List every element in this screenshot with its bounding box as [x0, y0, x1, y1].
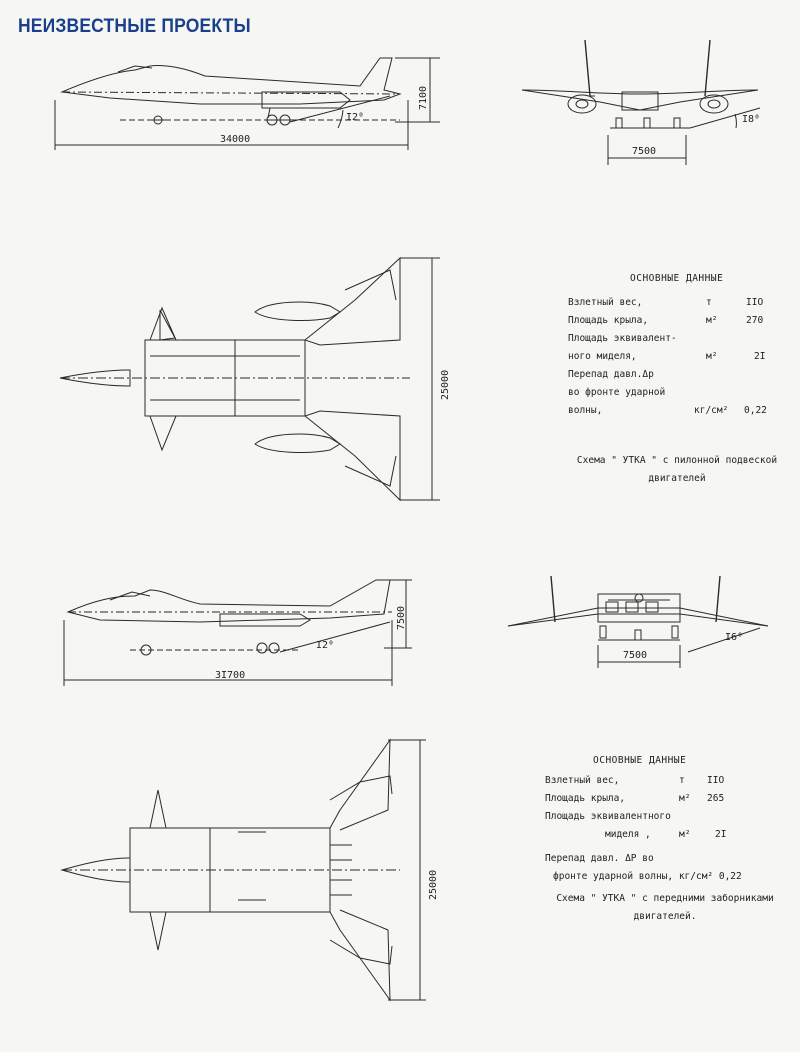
- spec-unit: кг/см²: [694, 405, 729, 416]
- scheme2-top-view: [62, 740, 426, 1000]
- spec-unit: м²: [706, 315, 718, 326]
- caption-line: двигателей: [648, 473, 706, 484]
- spec-value: 0,22: [744, 405, 767, 416]
- spec-label: Площадь крыла,: [545, 793, 626, 804]
- scheme2-specs: [545, 752, 785, 886]
- spec-label: Площадь эквивалент-: [568, 333, 677, 344]
- spec-unit: т: [679, 775, 685, 786]
- spec-value: 270: [746, 315, 764, 326]
- scheme1-length-dim: 34000: [220, 134, 251, 145]
- spec-value: IIO: [707, 775, 725, 786]
- spec-label: во фронте ударной: [568, 387, 666, 398]
- spec-value: 2I: [754, 351, 766, 362]
- spec-unit: м²: [679, 793, 691, 804]
- spec-label: фронте ударной волны, кг/см² 0,22: [553, 871, 742, 882]
- scheme2-angle-dim: I2⁰: [316, 640, 335, 651]
- scheme2-height-dim: 7500: [396, 605, 407, 630]
- spec-label: Площадь крыла,: [568, 315, 649, 326]
- scheme2-span-dim: 7500: [623, 650, 648, 661]
- scheme1-height-dim: 7100: [418, 85, 429, 110]
- spec-title: ОСНОВНЫЕ ДАННЫЕ: [593, 755, 687, 766]
- caption-line: Схема " УТКА " с передними заборниками: [556, 893, 774, 904]
- caption-line: Схема " УТКА " с пилонной подвеской: [576, 455, 778, 466]
- spec-unit: м²: [679, 829, 691, 840]
- spec-unit: м²: [706, 351, 718, 362]
- section-title: НЕИЗВЕСТНЫЕ ПРОЕКТЫ: [18, 16, 251, 37]
- scheme1-wingspan-dim: 25000: [440, 369, 451, 400]
- scheme1-span-dim: 7500: [632, 146, 657, 157]
- scheme2-length-dim: 3I700: [215, 670, 246, 681]
- spec-label: Перепад давл. ΔР во: [545, 853, 654, 864]
- scheme1-caption: [560, 452, 794, 488]
- scheme1-specs: [568, 270, 788, 420]
- scheme1-angle-dim: I2⁰: [346, 112, 365, 123]
- scheme1-top-view: [60, 258, 440, 500]
- spec-label: Площадь эквивалентного: [545, 811, 671, 822]
- scheme1-anhedral-dim: I8⁰: [742, 114, 761, 125]
- spec-title: ОСНОВНЫЕ ДАННЫЕ: [630, 273, 724, 284]
- spec-label: волны,: [568, 405, 603, 416]
- spec-label: Взлетный вес,: [568, 297, 643, 308]
- spec-label: ного миделя,: [568, 351, 637, 362]
- spec-value: IIO: [746, 297, 764, 308]
- scheme2-caption: [540, 890, 790, 926]
- caption-line: двигателей.: [633, 911, 697, 922]
- spec-value: 2I: [715, 829, 727, 840]
- spec-unit: т: [706, 297, 712, 308]
- spec-value: 265: [707, 793, 725, 804]
- spec-label: Взлетный вес,: [545, 775, 620, 786]
- spec-label: миделя ,: [605, 829, 651, 840]
- spec-label: Перепад давл.Δр: [568, 369, 654, 380]
- scheme2-wingspan-dim: 25000: [428, 869, 439, 900]
- scheme2-anhedral-dim: I6⁰: [725, 632, 744, 643]
